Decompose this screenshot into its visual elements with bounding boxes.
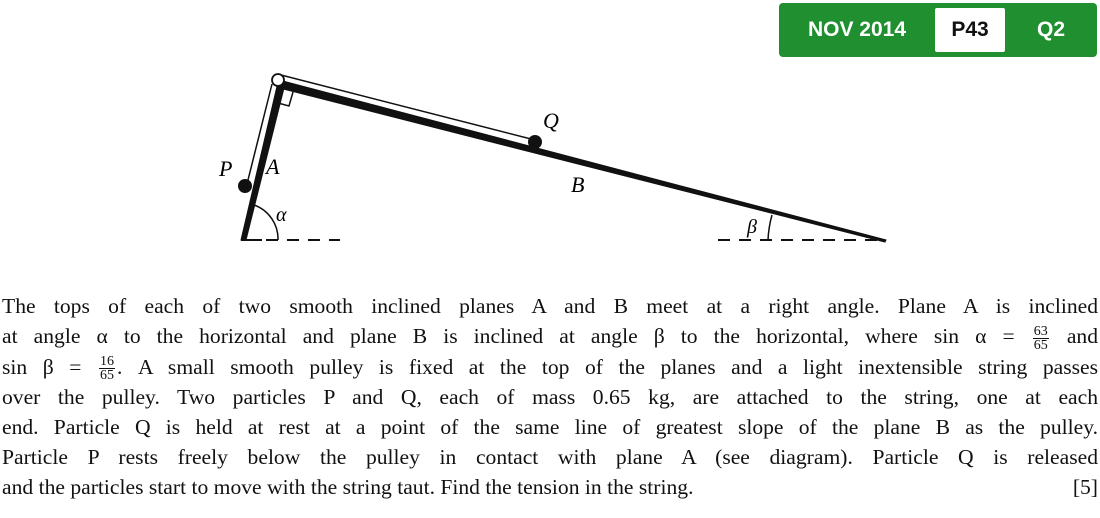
question-number-label: Q2 (1036, 18, 1065, 41)
fraction-denominator: 65 (1033, 337, 1048, 353)
question-text (2, 291, 1098, 502)
angle-beta-arc (768, 215, 772, 240)
paper-code-label: P43 (935, 8, 1005, 52)
exam-session-label: NOV 2014 (807, 18, 907, 41)
question-text-fragment: and (1066, 324, 1098, 348)
label-q: Q (543, 108, 559, 133)
label-b: B (571, 172, 585, 197)
fraction-numerator: 63 (1033, 323, 1048, 339)
label-p: P (219, 156, 233, 181)
question-line (2, 472, 1098, 502)
sin-alpha-fraction (1033, 325, 1049, 352)
question-text-fragment: sin β = (2, 354, 82, 379)
label-beta: β (747, 216, 757, 238)
pulley (272, 74, 284, 86)
fraction-denominator: 65 (100, 368, 115, 384)
fraction-numerator: 16 (100, 354, 115, 370)
particle-p (238, 179, 252, 193)
question-line (2, 352, 1098, 383)
plane-b (279, 80, 886, 242)
question-line: The tops of each of two smooth inclined planes A and B meet at a right angle. Plane A is inclined (2, 294, 1098, 318)
particle-q (528, 135, 542, 149)
marks-label: [5] (1072, 475, 1098, 500)
question-line: Particle P rests freely below the pulley in contact with plane A (see diagram). Particle Q is released (2, 445, 1098, 470)
label-a: A (266, 154, 280, 179)
angle-alpha-arc (254, 205, 278, 240)
string-segment-b (281, 75, 535, 140)
question-text-fragment: at angle α to the horizontal and plane B is inclined at angle β to the horizontal, where sin α = (2, 324, 1015, 348)
question-line (2, 321, 1098, 352)
question-text-fragment: . A small smooth pulley is fixed at the top of the planes and a light inextensible string passes (117, 354, 1098, 379)
question-line: end. Particle Q is held at rest at a point of the same line of greatest slope of the plane B as the pulley. (2, 415, 1098, 440)
sin-beta-fraction (99, 355, 115, 382)
question-text-fragment: and the particles start to move with the string taut. Find the tension in the string. (2, 475, 694, 500)
label-alpha: α (276, 204, 287, 226)
question-line: over the pulley. Two particles P and Q, each of mass 0.65 kg, are attached to the string, one at each (2, 385, 1098, 410)
